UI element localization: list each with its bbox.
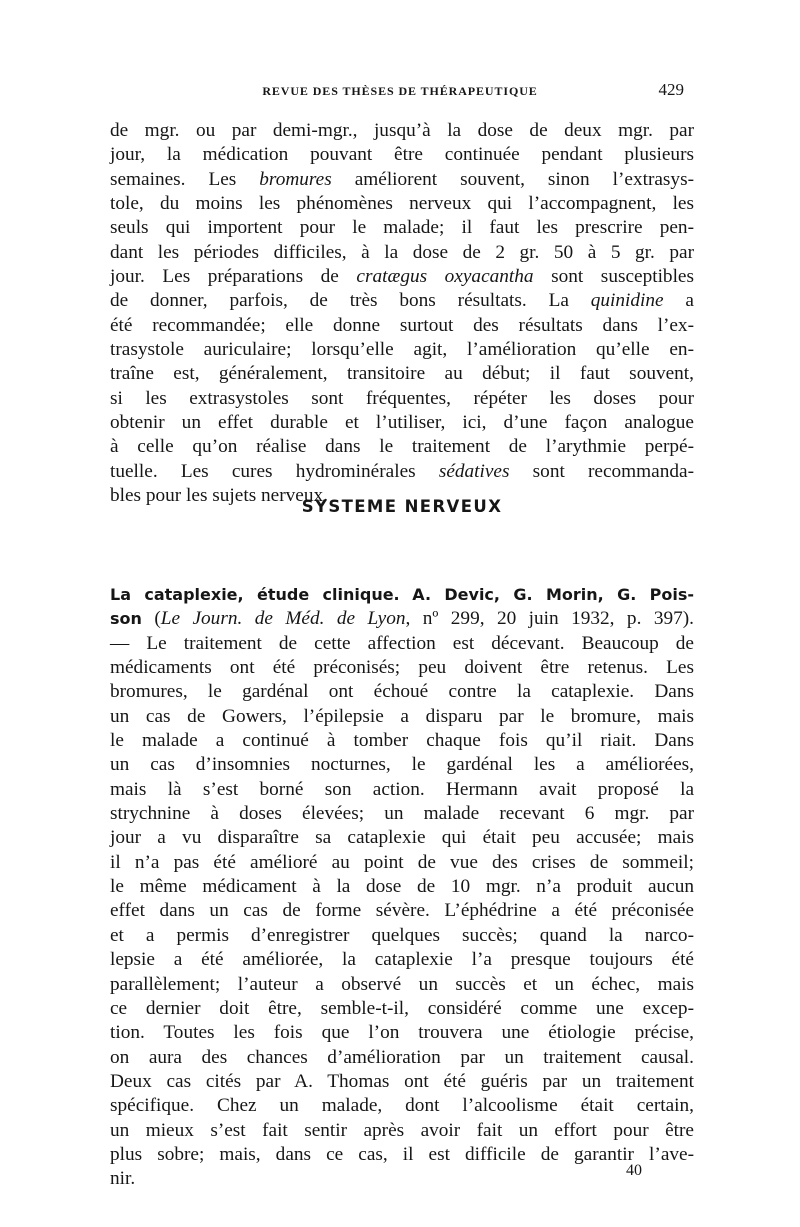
article-title: La cataplexie, étude clinique. — [110, 585, 400, 604]
text-line: plus sobre; mais, dans ce cas, il est difficile de garantir l’ave- — [110, 1143, 694, 1165]
article-title-line — [110, 583, 694, 607]
text-fragment: jour. Les préparations de — [110, 266, 357, 288]
text-fragment: tuelle. Les cures hydrominérales — [110, 460, 439, 482]
italic-term-crataegus: cratægus oxyacantha — [356, 266, 534, 288]
section-heading: SYSTEME NERVEUX — [301, 497, 503, 516]
text-fragment: sont susceptibles — [533, 266, 694, 288]
text-fragment: améliorent souvent, sinon l’extrasys- — [331, 168, 694, 190]
text-line — [110, 289, 694, 313]
article-citation-line — [110, 607, 694, 631]
italic-term-bromures: bromures — [259, 168, 332, 190]
text-line: on aura des chances d’amélioration par un traitement causal. — [110, 1046, 694, 1068]
text-line: jour, la médication pouvant être continuée pendant plusieurs — [110, 144, 694, 166]
text-fragment: semaines. Les — [110, 168, 260, 190]
article-authors-end: son — [110, 609, 142, 629]
text-line: effet dans un cas de forme sévère. L’éphédrine a été préconisée — [110, 900, 694, 922]
text-line: strychnine à doses élevées; un malade recevant 6 mgr. par — [110, 803, 694, 825]
paragraph-cardiac-treatment — [110, 119, 694, 509]
running-title: REVUE DES THÈSES DE THÉRAPEUTIQUE — [262, 84, 538, 98]
text-line: il n’a pas été amélioré au point de vue des crises de sommeil; — [110, 851, 694, 873]
text-line: mais là s’est borné son action. Hermann avait proposé la — [110, 778, 694, 800]
text-line: ce dernier doit être, semble-t-il, considéré comme une excep- — [110, 997, 694, 1019]
text-line: tion. Toutes les fois que l’on trouvera une étiologie précise, — [110, 1022, 694, 1044]
text-line — [110, 265, 694, 289]
page-number: 429 — [658, 80, 684, 99]
text-line: traîne est, généralement, transitoire au début; il faut souvent, — [110, 363, 694, 385]
text-line: Deux cas cités par A. Thomas ont été guéris par un traitement — [110, 1070, 694, 1092]
citation-details: , nº 299, 20 juin 1932, p. 397). — [405, 608, 694, 630]
text-line: un cas d’insomnies nocturnes, le gardénal les a améliorées, — [110, 754, 694, 776]
italic-term-quinidine: quinidine — [590, 290, 664, 312]
article-authors: A. Devic, G. Morin, G. Pois- — [412, 585, 695, 604]
text-line: le malade a continué à tomber chaque fois qu’il riait. Dans — [110, 730, 694, 752]
text-line — [110, 168, 694, 192]
article-cataplexie — [110, 583, 694, 1192]
text-fragment: sont recommanda- — [509, 460, 694, 482]
text-line: nir. — [110, 1168, 136, 1190]
text-fragment: a — [663, 290, 694, 312]
text-line: tole, du moins les phénomènes nerveux qui l’accompagnent, les — [110, 193, 694, 215]
text-line: dant les périodes difficiles, à la dose de 2 gr. 50 à 5 gr. par — [110, 241, 694, 263]
text-line: de mgr. ou par demi-mgr., jusqu’à la dose de deux mgr. par — [110, 120, 694, 141]
text-line: à celle qu’on réalise dans le traitement de l’arythmie perpé- — [110, 436, 694, 458]
text-line: un cas de Gowers, l’épilepsie a disparu par le bromure, mais — [110, 705, 694, 727]
text-line: le même médicament à la dose de 10 mgr. n’a produit aucun — [110, 876, 694, 898]
text-line: seuls qui importent pour le malade; il faut les prescrire pen- — [110, 217, 694, 239]
citation-open: ( — [141, 608, 161, 630]
italic-term-sedatives: sédatives — [438, 460, 510, 482]
text-line: un mieux s’est fait sentir après avoir fait un effort pour être — [110, 1119, 694, 1141]
text-line: et a permis d’enregistrer quelques succès; quand la narco- — [110, 924, 694, 946]
text-line: médicaments ont été préconisés; peu doivent être retenus. Les — [110, 657, 694, 679]
text-line: obtenir un effet durable et l’utiliser, ici, d’une façon analogue — [110, 412, 694, 434]
text-line: jour a vu disparaître sa cataplexie qui était peu accusée; mais — [110, 827, 694, 849]
text-line: été recommandée; elle donne surtout des résultats dans l’ex- — [110, 314, 694, 336]
running-head — [110, 80, 690, 104]
text-line: trasystole auriculaire; lorsqu’elle agit, l’amélioration qu’elle en- — [110, 339, 694, 361]
text-line: — Le traitement de cette affection est décevant. Beaucoup de — [110, 632, 694, 654]
text-line: spécifique. Chez un malade, dont l’alcoolisme était certain, — [110, 1095, 694, 1117]
journal-name: Le Journ. de Méd. de Lyon — [160, 608, 406, 630]
signature-mark: 40 — [626, 1162, 642, 1179]
text-line: si les extrasystoles sont fréquentes, répéter les doses pour — [110, 387, 694, 409]
text-line: lepsie a été améliorée, la cataplexie l’a presque toujours été — [110, 949, 694, 971]
text-line: bles pour les sujets nerveux. — [110, 485, 328, 507]
text-line: parallèlement; l’auteur a observé un succès et un échec, mais — [110, 973, 694, 995]
text-line: bromures, le gardénal ont échoué contre la cataplexie. Dans — [110, 681, 694, 703]
text-line — [110, 460, 694, 484]
text-fragment: de donner, parfois, de très bons résultats. La — [110, 290, 591, 312]
